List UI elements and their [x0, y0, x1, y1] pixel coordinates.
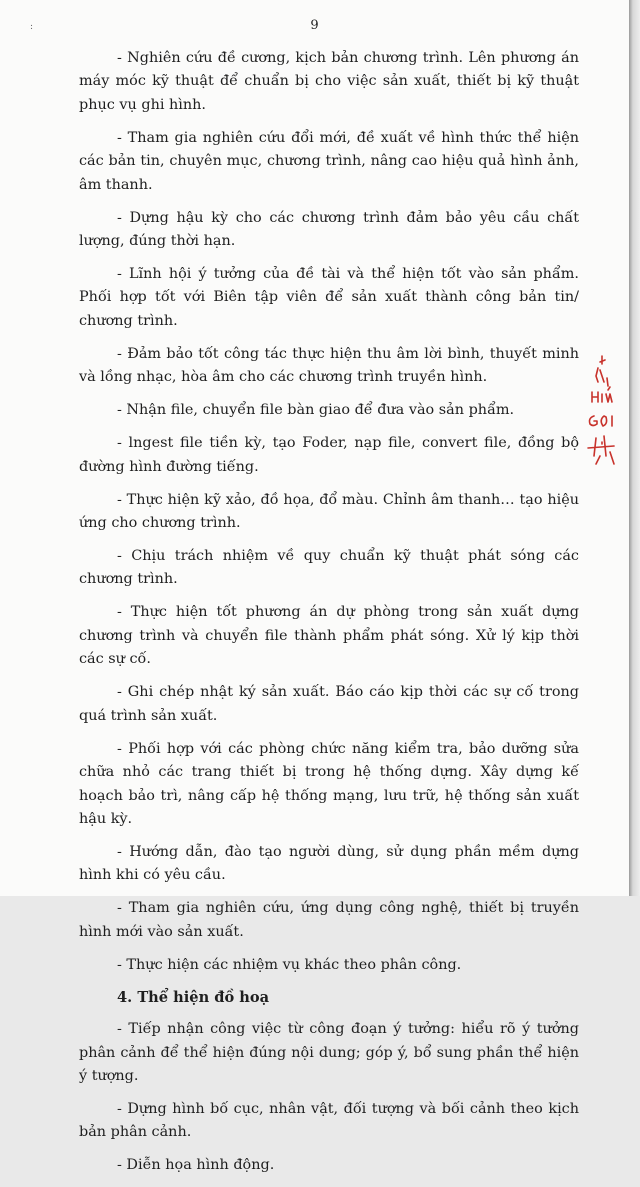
paragraph: - lngest file tiền kỳ, tạo Foder, nạp file, convert file, đồng bộ đường hình đường tiếng.	[79, 435, 579, 475]
paragraph: - Diễn họa hình động.	[117, 1157, 275, 1174]
margin-mark: :	[30, 22, 34, 32]
paragraph: - Dựng hậu kỳ cho các chương trình đảm bảo yêu cầu chất lượng, đúng thời hạn.	[79, 209, 579, 250]
paragraph: - Chịu trách nhiệm về quy chuẩn kỹ thuật phát sóng các chương trình.	[79, 548, 579, 588]
paragraph: - Thực hiện kỹ xảo, đồ họa, đổ màu. Chỉnh âm thanh… tạo hiệu ứng cho chương trình.	[79, 491, 579, 532]
page-edge-shadow	[629, 0, 640, 896]
paragraph: - Thực hiện tốt phương án dự phòng trong sản xuất dựng chương trình và chuyển file thành phẩm phát sóng. Xử lý kịp thời các sự cố.	[79, 604, 579, 668]
page-number: 9	[310, 18, 319, 33]
paragraph: - Dựng hình bố cục, nhân vật, đối tượng và bối cảnh theo kịch bản phân cảnh.	[79, 1100, 579, 1141]
document-body	[79, 47, 579, 1187]
paragraph: - Đảm bảo tốt công tác thực hiện thu âm lời bình, thuyết minh và lồng nhạc, hòa âm cho các chương trình truyền hình.	[79, 345, 579, 386]
paragraph: - Tham gia nghiên cứu đổi mới, đề xuất về hình thức thể hiện các bản tin, chuyên mục, chương trình, nâng cao hiệu quả hình ảnh, âm thanh.	[79, 129, 579, 193]
paragraph: - Hướng dẫn, đào tạo người dùng, sử dụng phần mềm dựng hình khi có yêu cầu.	[79, 843, 579, 884]
handwritten-margin-note	[580, 352, 628, 470]
section-heading: 4. Thể hiện đồ hoạ	[117, 988, 270, 1006]
paragraph: - Nhận file, chuyển file bàn giao để đưa vào sản phẩm.	[117, 402, 515, 419]
paragraph: - Phối hợp với các phòng chức năng kiểm tra, bảo dưỡng sửa chữa nhỏ các trang thiết bị trong hệ thống dựng. Xây dựng kế hoạch bảo trì, nâng cấp hệ thống mạng, lưu trữ, hệ thống sản xuất hậu kỳ.	[79, 740, 579, 827]
paragraph: - Nghiên cứu đề cương, kịch bản chương trình. Lên phương án máy móc kỹ thuật để chuẩn bị cho việc sản xuất, thiết bị kỹ thuật phục vụ ghi hình.	[79, 50, 579, 113]
paragraph: - Thực hiện các nhiệm vụ khác theo phân công.	[117, 956, 462, 973]
paragraph: - Tiếp nhận công việc từ công đoạn ý tưởng: hiểu rõ ý tưởng phân cảnh để thể hiện đúng nội dung; góp ý, bổ sung phần thể hiện ý tượng.	[79, 1021, 579, 1084]
paragraph: - Tham gia nghiên cứu, ứng dụng công nghệ, thiết bị truyền hình mới vào sản xuất.	[79, 900, 579, 940]
paragraph: - Lĩnh hội ý tưởng của đề tài và thể hiện tốt vào sản phẩm. Phối hợp tốt với Biên tập viên để sản xuất thành công bản tin/ chương trình.	[79, 266, 579, 329]
paragraph: - Ghi chép nhật ký sản xuất. Báo cáo kịp thời các sự cố trong quá trình sản xuất.	[79, 684, 579, 724]
